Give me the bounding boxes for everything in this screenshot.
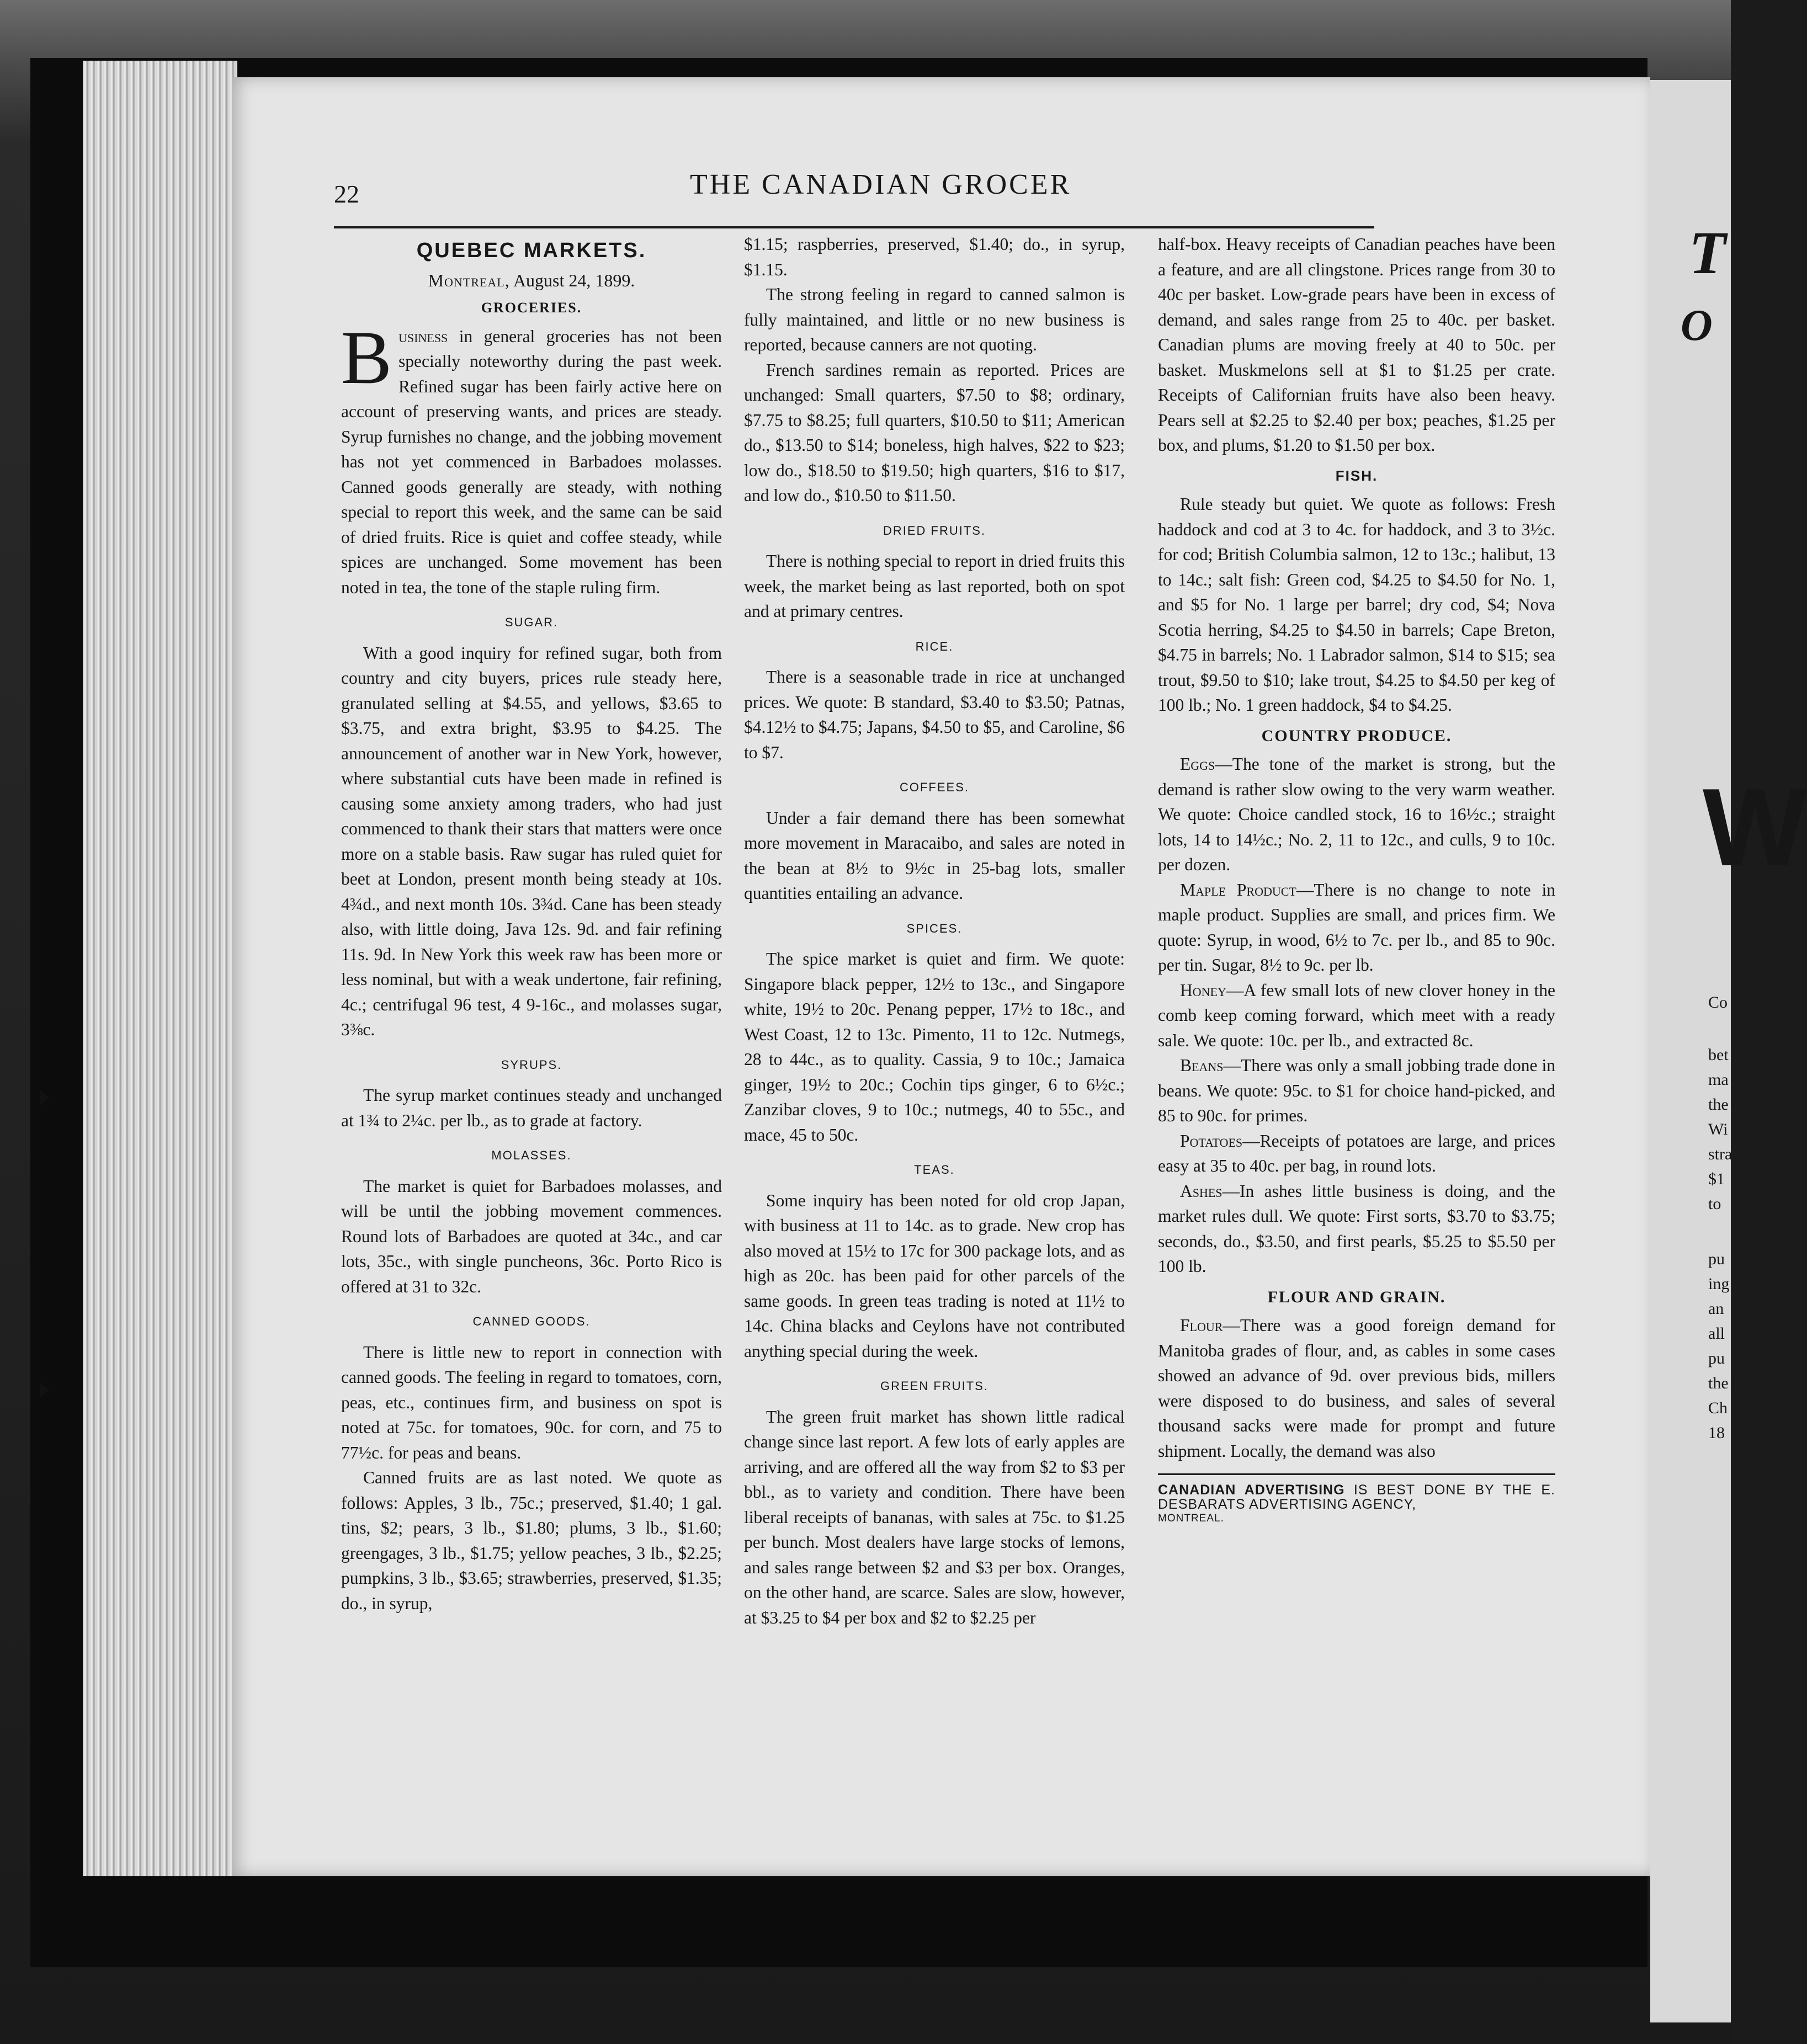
paragraph-text: —There was a good foreign demand for Manitoba grades of flour, and, as cables in some cases showed an advance of 9d. over previous bids, millers were disposed to do business, and sales of several thousand sacks were made for prompt and future shipment. Locally, the demand was also bbox=[1158, 1316, 1555, 1461]
paragraph-text: —There was only a small jobbing trade done in beans. We quote: 95c. to $1 for choice hand-picked, and 85 to 90c. for primes. bbox=[1158, 1056, 1555, 1125]
lead-word: Honey bbox=[1180, 980, 1226, 1000]
column-2 bbox=[744, 232, 1125, 1630]
facing-page bbox=[1650, 80, 1807, 2022]
paragraph-rice: There is a seasonable trade in rice at unchanged prices. We quote: B standard, $3.40 to $3.50; Patnas, $4.12½ to $4.75; Japans, $4.50 to $5, and Caroline, $6 to $7. bbox=[744, 667, 1125, 762]
facing-page-fragment: ing bbox=[1708, 1275, 1730, 1293]
column-1 bbox=[341, 232, 722, 1616]
section-heading-teas: TEAS. bbox=[914, 1163, 955, 1177]
page-edges bbox=[83, 61, 237, 1876]
paragraph-text: —A few small lots of new clover honey in the comb keep coming forward, which meet with a ready sale. We quote: 10c. per lb., and extracted 8c. bbox=[1158, 980, 1555, 1050]
facing-page-fragment: to bbox=[1708, 1195, 1721, 1213]
paragraph-syrups: The syrup market continues steady and unchanged at 1¾ to 2¼c. per lb., as to grade at factory. bbox=[341, 1085, 722, 1130]
running-head: THE CANADIAN GROCER bbox=[690, 169, 1072, 200]
paragraph-text: in general groceries has not been specially noteworthy during the past week. Refined sugar has been fairly active here on account of preserving wants, and prices are steady. Syrup furnishes no change, and the jobbing movement has not yet commenced in Barbadoes molasses. Canned goods generally are steady, with nothing special to report this week, and the same can be said of dried fruits. Rice is quiet and coffee steady, while spices are unchanged. Some movement has been noted in tea, the tone of the staple ruling firm. bbox=[341, 326, 722, 597]
section-heading-coffees: COFFEES. bbox=[899, 780, 969, 794]
facing-page-fragment: Co bbox=[1708, 993, 1728, 1012]
section-heading-green-fruits: GREEN FRUITS. bbox=[880, 1379, 988, 1393]
ad-lead: CANADIAN ADVERTISING bbox=[1158, 1482, 1345, 1498]
paragraph-canned-fruits: Canned fruits are as last noted. We quote as follows: Apples, 3 lb., 75c.; preserved, $1.40; 1 gal. tins, $2; pears, 3 lb., $1.80; plums, 3 lb., $1.60; greengages, 3 lb., $1.75; yellow peaches, 3 lb., $2.25; pumpkins, 3 lb., $3.65; strawberries, preserved, $1.35; do., in syrup, bbox=[341, 1468, 722, 1613]
facing-page-fragment: O bbox=[1681, 301, 1713, 350]
section-heading-country-produce: COUNTRY PRODUCE. bbox=[1261, 726, 1452, 745]
facing-page-fragment: W bbox=[1703, 766, 1807, 889]
header-rule bbox=[334, 226, 1374, 228]
facing-page-fragment: stra bbox=[1708, 1145, 1732, 1163]
paragraph-teas: Some inquiry has been noted for old crop Japan, with business at 11 to 14c. as to grade. New crop has also moved at 15½ to 17c for 300 package lots, and as high as 20c. has been paid for other parcels of the same goods. In green teas trading is noted at 11½ to 14c. China blacks and Ceylons have not contributed anything special during the week. bbox=[744, 1190, 1125, 1361]
binding-notch bbox=[40, 1382, 50, 1398]
section-heading-molasses: MOLASSES. bbox=[491, 1148, 572, 1162]
drop-cap: B bbox=[341, 315, 392, 400]
dateline-date: August 24, 1899. bbox=[513, 270, 635, 290]
facing-page-fragment: pu bbox=[1708, 1250, 1725, 1268]
paragraph-molasses: The market is quiet for Barbadoes molasses, and will be until the jobbing movement commences. Round lots of Barbadoes are quoted at 34c., and car lots, 35c., with single puncheons, 36c. Porto Rico is offered at 31 to 32c. bbox=[341, 1176, 722, 1296]
paragraph-potatoes bbox=[1158, 1129, 1555, 1179]
paragraph-spices: The spice market is quiet and firm. We quote: Singapore black pepper, 12½ to 13c., and Singapore white, 19½ to 20c. Penang pepper, 17½ to 18c., and West Coast, 12 to 13c. Pimento, 11 to 12c. Nutmegs, 28 to 44c., as to quality. Cassia, 9 to 10c.; Jamaica ginger, 19½ to 20c.; Cochin tips ginger, 6 to 6½c.; Zanzibar cloves, 9 to 10c.; nutmegs, 40 to 55c., and mace, 45 to 50c. bbox=[744, 949, 1125, 1145]
facing-page-fragment: 18 bbox=[1708, 1424, 1725, 1442]
paragraph-text: —There is no change to note in maple product. Supplies are small, and prices firm. We quote: Syrup, in wood, 6½ to 7c. per lb., and 85 to 90c. per tin. Sugar, 8½ to 9c. per lb. bbox=[1158, 880, 1555, 975]
paragraph-honey bbox=[1158, 978, 1555, 1053]
newspaper-page bbox=[232, 77, 1650, 1876]
dateline-place: Montreal, bbox=[428, 270, 510, 290]
section-heading-dried-fruits: DRIED FRUITS. bbox=[883, 523, 986, 537]
lead-word: Potatoes bbox=[1180, 1131, 1243, 1151]
section-heading-flour-grain: FLOUR AND GRAIN. bbox=[1267, 1287, 1446, 1306]
paragraph-sugar: With a good inquiry for refined sugar, both from country and city buyers, prices rule steady here, granulated selling at $4.55, and yellows, $3.65 to $3.75, and extra bright, $3.95 to $4.25. The announcement of another war in New York, however, where substantial cuts have been made in refined is causing some anxiety among traders, who had just commenced to thank their stars that matters were once more on a stable basis. Raw sugar has ruled quiet for beet at London, present month being steady at 10s. 4¾d., and next month 10s. 3¾d. Cane has been steady also, with little doing, Java 12s. 9d. and fair refining 11s. 9d. In New York this week raw has been more or less nominal, but with a weak undertone, fair refining, 4c.; centrifugal 96 test, 4 9-16c., and molasses sugar, 3⅜c. bbox=[341, 643, 722, 1039]
paragraph-dried-fruits: There is nothing special to report in dried fruits this week, the market being as last reported, both on spot and at primary centres. bbox=[744, 551, 1125, 621]
paragraph-continued: half-box. Heavy receipts of Canadian peaches have been a feature, and are all clingstone. Prices range from 30 to 40c per basket. Low-grade pears have been in excess of demand, and sales range from 25 to 40c. per basket. Canadian plums are moving freely at 40 to 50c. per basket. Muskmelons sell at $1 to $1.25 per crate. Receipts of Californian fruits have also been heavy. Pears sell at $2.25 to $2.40 per box; peaches, $1.25 per box, and plums, $1.20 to $1.50 per box. bbox=[1158, 235, 1555, 455]
paragraph-groceries bbox=[341, 315, 722, 600]
section-heading-syrups: SYRUPS. bbox=[501, 1057, 562, 1072]
paragraph-sardines: French sardines remain as reported. Prices are unchanged: Small quarters, $7.50 to $8; ordinary, $7.75 to $8.25; full quarters, $10.50 to $11; American do., $13.50 to $14; boneless, high halves, $22 to $23; low do., $18.50 to $19.50; high quarters, $16 to $17, and low do., $10.50 to $11.50. bbox=[744, 360, 1125, 505]
facing-page-fragment: pu bbox=[1708, 1349, 1725, 1367]
paragraph-text: —Receipts of potatoes are large, and prices easy at 35 to 40c. per bag, in round lots. bbox=[1158, 1131, 1555, 1175]
facing-page-fragment: the bbox=[1708, 1374, 1729, 1392]
page-number: 22 bbox=[334, 180, 359, 208]
facing-page-fragment: all bbox=[1708, 1324, 1725, 1343]
paragraph-fish: Rule steady but quiet. We quote as follows: Fresh haddock and cod at 3 to 4c. for haddock, and 3 to 3½c. for cod; British Columbia salmon, 12 to 13c.; halibut, 13 to 14c.; salt fish: Green cod, $4.25 to $4.50 for No. 1, and $5 for No. 1 large per barrel; dry cod, $4; Nova Scotia herring, $4.25 to $4.50 in barrels; Cape Breton, $4.75 in barrels; No. 1 Labrador salmon, $14 to $15; sea trout, $9.50 to $10; lake trout, $4.25 to $4.50 per keg of 100 lb.; No. 1 green haddock, $4 to $4.25. bbox=[1158, 494, 1555, 715]
paragraph-maple bbox=[1158, 877, 1555, 978]
dateline bbox=[341, 268, 722, 294]
paragraph-text: —In ashes little business is doing, and the market rules dull. We quote: First sorts, $3.70 to $3.75; seconds, do., $3.50, and first pearls, $5.25 to $5.50 per 100 lb. bbox=[1158, 1181, 1555, 1276]
facing-page-fragment: bet bbox=[1708, 1046, 1729, 1064]
paragraph-continued: $1.15; raspberries, preserved, $1.40; do., in syrup, $1.15. bbox=[744, 235, 1125, 279]
paragraph-green-fruits: The green fruit market has shown little radical change since last report. A few lots of early apples are arriving, and are offered all the way from $2 to $3 per bbl., as to variety and condition. There have been liberal receipts of bananas, with sales at 75c. to $1.25 per bunch. Most dealers have large stocks of lemons, and sales range between $2 and $3 per box. Oranges, on the other hand, are scarce. Sales are slow, however, at $3.25 to $4 per box and $2 to $2.25 per bbox=[744, 1407, 1125, 1627]
lead-word: Eggs bbox=[1180, 754, 1215, 774]
lead-word: Ashes bbox=[1180, 1181, 1223, 1201]
paragraph-coffees: Under a fair demand there has been somewhat more movement in Maracaibo, and sales are noted in the bean at 8½ to 9½c in 25-bag lots, smaller quantities entailing an advance. bbox=[744, 808, 1125, 903]
facing-page-fragment: $1 bbox=[1708, 1170, 1725, 1188]
advertisement bbox=[1158, 1483, 1555, 1526]
section-heading-spices: SPICES. bbox=[906, 921, 963, 935]
lead-word: Flour bbox=[1180, 1316, 1223, 1335]
lead-word: Beans bbox=[1180, 1056, 1224, 1075]
section-heading-sugar: SUGAR. bbox=[504, 615, 559, 629]
facing-page-fragment: the bbox=[1708, 1095, 1729, 1114]
facing-page-fragment: Wi bbox=[1708, 1120, 1728, 1138]
section-heading-canned-goods: CANNED GOODS. bbox=[472, 1314, 591, 1328]
section-heading-fish: FISH. bbox=[1335, 467, 1378, 484]
section-heading-groceries: GROCERIES. bbox=[481, 300, 582, 316]
paragraph-salmon: The strong feeling in regard to canned salmon is fully maintained, and little or no new business is reported, because canners are not quoting. bbox=[744, 285, 1125, 354]
paragraph-eggs bbox=[1158, 752, 1555, 877]
facing-page-fragment: ma bbox=[1708, 1071, 1729, 1089]
paragraph-flour bbox=[1158, 1313, 1555, 1463]
column-3 bbox=[1158, 232, 1555, 1526]
paragraph-text: —The tone of the market is strong, but the demand is rather slow owing to the very warm weather. We quote: Choice candled stock, 16 to 16½c.; straight lots, 14 to 14½c.; No. 2, 11 to 12c., and culls, 9 to 10c. per dozen. bbox=[1158, 754, 1555, 874]
ad-rule bbox=[1158, 1473, 1555, 1475]
paragraph-canned-goods: There is little new to report in connection with canned goods. The feeling in regard to tomatoes, corn, peas, etc., continues firm, and business on spot is noted at 75c. for tomatoes, 90c. for corn, and 75 to 77½c. for peas and beans. bbox=[341, 1342, 722, 1462]
facing-page-fragment: T bbox=[1689, 219, 1726, 286]
paragraph-ashes bbox=[1158, 1179, 1555, 1279]
ad-city: MONTREAL. bbox=[1158, 1513, 1224, 1524]
lead-word: usiness bbox=[398, 326, 448, 346]
article-title: QUEBEC MARKETS. bbox=[416, 239, 647, 262]
paragraph-beans bbox=[1158, 1053, 1555, 1129]
section-heading-rice: RICE. bbox=[915, 639, 954, 653]
facing-page-fragment: an bbox=[1708, 1300, 1724, 1318]
facing-page-fragment: Ch bbox=[1708, 1399, 1728, 1417]
binding-notch bbox=[40, 1090, 50, 1105]
lead-word: Maple Product bbox=[1180, 880, 1296, 899]
ad-text: IS BEST DONE BY THE E. DESBARATS ADVERTISING AGENCY, bbox=[1158, 1482, 1555, 1512]
